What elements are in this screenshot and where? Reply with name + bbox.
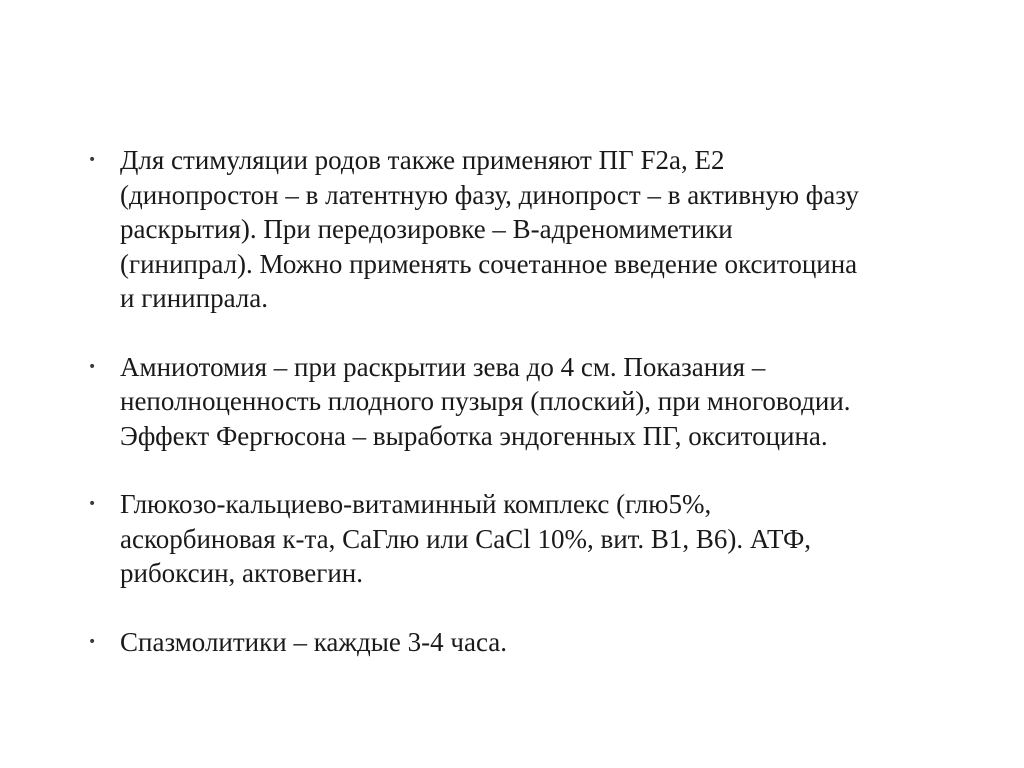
bullet-icon: • [88, 496, 97, 512]
text-line: неполноценность плодного пузыря (плоский), при многоводии. [120, 386, 851, 416]
bullet-list [88, 143, 948, 659]
text-line: и гинипрала. [120, 283, 268, 313]
text-line: Амниотомия – при раскрытии зева до 4 см. Показания – [120, 351, 766, 382]
text-line: Эффект Фергюсона – выработка эндогенных ПГ, окситоцина. [120, 420, 828, 451]
text-line: (гинипрал). Можно применять сочетанное введение окситоцина [120, 248, 858, 279]
bullet-text [120, 143, 948, 316]
bullet-item-glucose-complex [88, 487, 948, 591]
text-line: Для стимуляции родов также применяют ПГ F2a, E2 [120, 145, 725, 175]
bullet-icon: • [88, 152, 97, 168]
bullet-text [120, 487, 948, 591]
text-line: Глюкозо-кальциево-витаминный комплекс (глю5%, [120, 489, 712, 519]
bullet-icon: • [88, 633, 97, 650]
bullet-icon: • [88, 358, 97, 375]
bullet-text [120, 350, 948, 454]
text-line: (динопростон – в латентную фазу, динопрост – в активную фазу [120, 179, 859, 210]
bullet-text [120, 625, 948, 660]
bullet-item-antispasmodics [88, 625, 948, 660]
text-line: Спазмолитики – каждые 3-4 часа. [120, 626, 508, 657]
bullet-item-amniotomy [88, 350, 948, 454]
text-line: раскрытия). При передозировке – В-адреномиметики [120, 214, 733, 244]
text-line: рибоксин, актовегин. [120, 558, 363, 588]
bullet-item-stimulation [88, 143, 948, 316]
text-line: аскорбиновая к-та, СаГлю или CaCl 10%, вит. B1, B6). АТФ, [120, 523, 812, 554]
